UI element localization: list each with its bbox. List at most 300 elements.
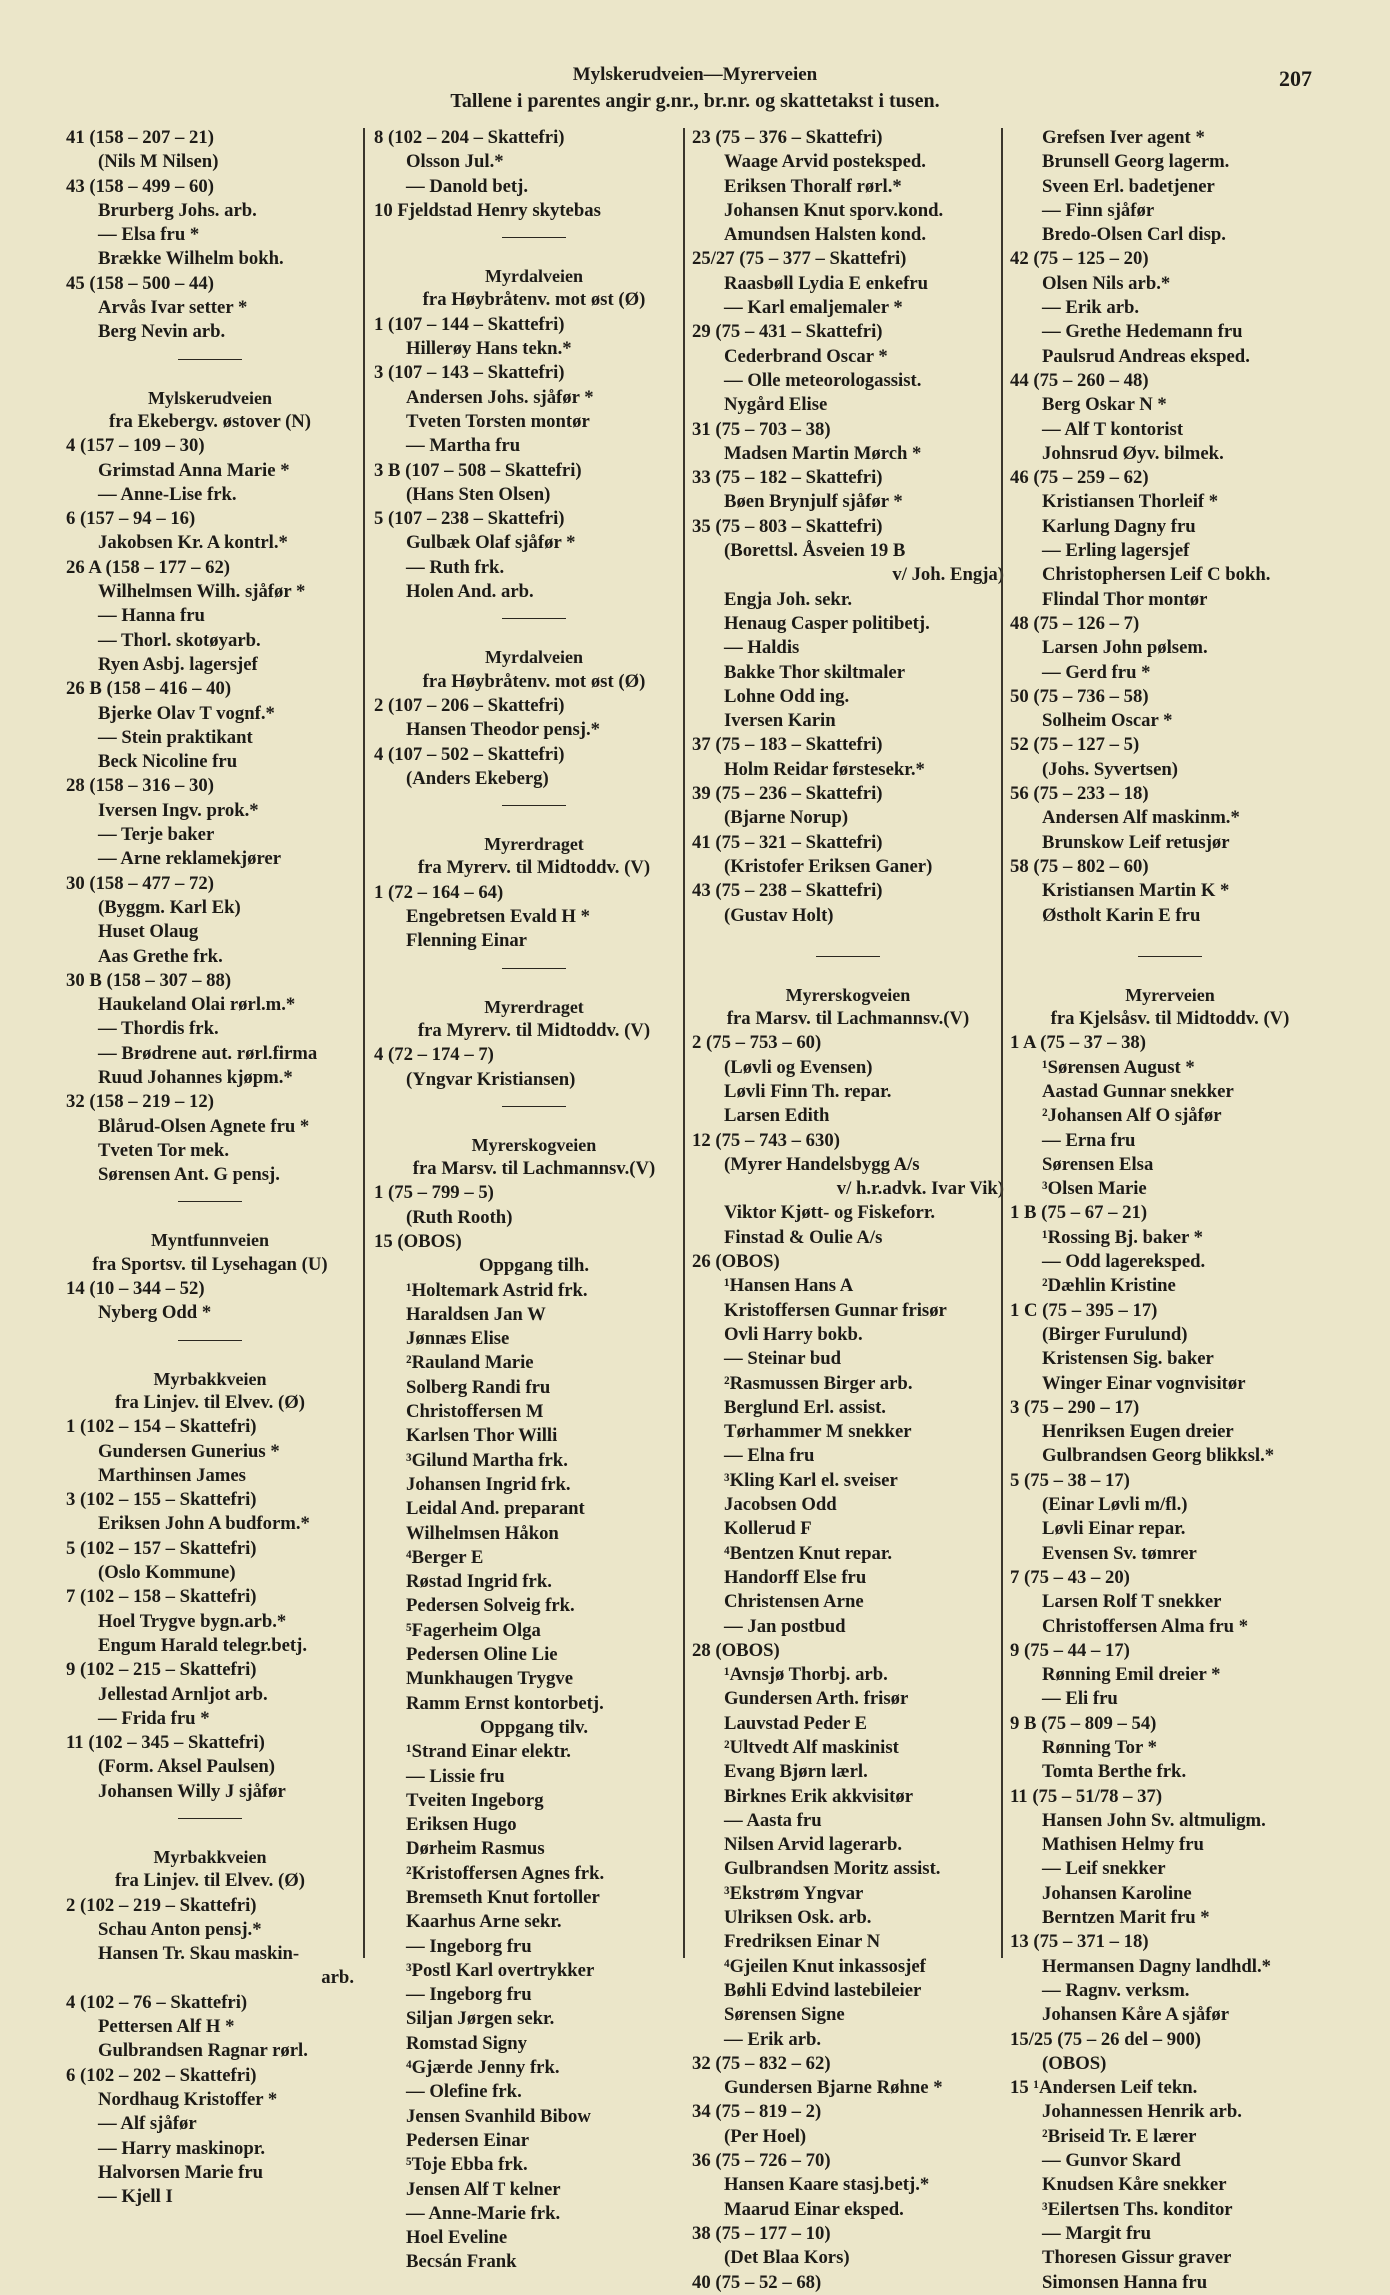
street-heading: Myrdalveien	[485, 266, 583, 287]
street-route: fra Myrerv. til Midtoddv. (V)	[417, 1019, 651, 1041]
directory-line: — Erik arb.	[724, 2028, 822, 2050]
directory-line: Madsen Martin Mørch *	[724, 442, 922, 464]
directory-line: 26 A (158 – 177 – 62)	[66, 556, 231, 578]
directory-line: Johansen Kåre A sjåfør	[1042, 2004, 1230, 2026]
directory-line: — Haldis	[724, 637, 800, 659]
directory-line: — Eli fru	[1042, 1688, 1118, 1710]
directory-line: Wilhelmsen Wilh. sjåfør *	[98, 581, 306, 603]
directory-line: — Erna fru	[1042, 1129, 1136, 1151]
directory-line: 43 (158 – 499 – 60)	[66, 175, 214, 197]
directory-line: — Terje baker	[98, 824, 215, 846]
directory-line: 23 (75 – 376 – Skattefri)	[692, 127, 883, 148]
directory-line: ³Kling Karl el. sveiser	[724, 1469, 898, 1491]
directory-line: Dørheim Rasmus	[406, 1838, 545, 1860]
section-divider	[1010, 942, 1330, 969]
directory-line: 52 (75 – 127 – 5)	[1010, 734, 1140, 756]
directory-line: Jensen Svanhild Bibow	[406, 2105, 591, 2127]
directory-line: (OBOS)	[1042, 2052, 1107, 2074]
directory-line: 5 (107 – 238 – Skattefri)	[374, 508, 565, 530]
directory-line: Gundersen Gunerius *	[98, 1440, 280, 1462]
directory-line: Rønning Emil dreier *	[1042, 1664, 1221, 1686]
directory-line: Brurberg Johs. arb.	[98, 199, 257, 221]
directory-line: Thoresen Gissur graver	[1042, 2247, 1232, 2269]
street-heading: Mylskerudveien	[148, 387, 272, 408]
spacer	[374, 631, 694, 645]
directory-line: Nyberg Odd *	[98, 1302, 212, 1324]
directory-line: 39 (75 – 236 – Skattefri)	[692, 783, 883, 805]
spacer	[374, 981, 694, 995]
street-route: fra Kjelsåsv. til Midtoddv. (V)	[1050, 1008, 1290, 1030]
directory-line: Aastad Gunnar snekker	[1042, 1080, 1234, 1102]
directory-line: Hansen Theodor pensj.*	[406, 719, 601, 741]
directory-line: — Steinar bud	[724, 1348, 842, 1370]
directory-line: ²Ultvedt Alf maskinist	[724, 1737, 899, 1758]
directory-line: Lohne Odd ing.	[724, 685, 850, 707]
directory-line: 46 (75 – 259 – 62)	[1010, 467, 1149, 489]
directory-line: Larsen Rolf T snekker	[1042, 1591, 1222, 1613]
page-header-subtitle: Tallene i parentes angir g.nr., br.nr. og skattetakst i tusen.	[450, 90, 940, 112]
directory-line: Christoffersen Alma fru *	[1042, 1615, 1249, 1637]
directory-line: 30 B (158 – 307 – 88)	[66, 969, 232, 991]
directory-line: Sørensen Ant. G pensj.	[98, 1164, 280, 1186]
directory-line: 3 B (107 – 508 – Skattefri)	[374, 459, 582, 481]
directory-line: Johannessen Henrik arb.	[1042, 2101, 1242, 2123]
directory-line: ¹Rossing Bj. baker *	[1042, 1226, 1204, 1248]
directory-line: (Gustav Holt)	[724, 904, 834, 926]
directory-line: Haraldsen Jan W	[406, 1303, 546, 1325]
directory-line: ³Gilund Martha frk.	[406, 1449, 568, 1471]
directory-line: ²Rauland Marie	[406, 1352, 534, 1374]
directory-line: Larsen Edith	[724, 1105, 830, 1127]
directory-line: Bøen Brynjulf sjåfør *	[724, 491, 903, 513]
directory-line: Larsen John pølsem.	[1042, 637, 1208, 659]
section-divider	[66, 1804, 354, 1831]
directory-line: (Form. Aksel Paulsen)	[98, 1756, 276, 1778]
directory-line: — Ragnv. verksm.	[1042, 1979, 1190, 2001]
directory-line: Berg Nevin arb.	[98, 321, 226, 343]
directory-line: 42 (75 – 125 – 20)	[1010, 248, 1149, 270]
directory-line: 14 (10 – 344 – 52)	[66, 1278, 205, 1300]
directory-line: Solberg Randi fru	[406, 1376, 551, 1398]
directory-line: 28 (OBOS)	[692, 1639, 780, 1661]
directory-line: 48 (75 – 126 – 7)	[1010, 612, 1140, 634]
directory-line: 8 (102 – 204 – Skattefri)	[374, 127, 565, 148]
section-divider	[692, 942, 1004, 969]
directory-line: Amundsen Halsten kond.	[724, 224, 926, 246]
directory-line: 11 (75 – 51/78 – 37)	[1010, 1785, 1163, 1807]
directory-line: Leidal And. preparant	[406, 1498, 585, 1520]
directory-line: Aas Grethe frk.	[98, 945, 223, 967]
directory-line: Kristiansen Thorleif *	[1042, 491, 1219, 513]
column-divider	[363, 128, 365, 1958]
directory-line: Waage Arvid posteksped.	[724, 151, 926, 173]
directory-line: 4 (102 – 76 – Skattefri)	[66, 1991, 248, 2013]
directory-line: 7 (102 – 158 – Skattefri)	[66, 1586, 257, 1608]
directory-line: Jensen Alf T kelner	[406, 2178, 561, 2200]
section-divider	[374, 954, 694, 981]
directory-line: Hansen Tr. Skau maskin-	[98, 1943, 300, 1965]
directory-line: Raasbøll Lydia E enkefru	[724, 272, 929, 294]
directory-line: 33 (75 – 182 – Skattefri)	[692, 467, 883, 489]
directory-line: 41 (75 – 321 – Skattefri)	[692, 831, 883, 853]
directory-line: Ryen Asbj. lagersjef	[98, 653, 258, 675]
directory-line: ²Kristoffersen Agnes frk.	[406, 1862, 605, 1884]
directory-line: Pedersen Oline Lie	[406, 1644, 558, 1666]
directory-line: Becsán Frank	[406, 2251, 517, 2273]
directory-line: — Frida fru *	[98, 1707, 210, 1729]
directory-line: 31 (75 – 703 – 38)	[692, 418, 831, 440]
section-divider	[66, 345, 354, 372]
directory-line: 56 (75 – 233 – 18)	[1010, 783, 1149, 805]
directory-line: Winger Einar vognvisitør	[1042, 1372, 1246, 1394]
directory-line: Maarud Einar eksped.	[724, 2198, 904, 2220]
directory-line: 28 (158 – 316 – 30)	[66, 775, 214, 797]
directory-line: Johansen Ingrid frk.	[406, 1473, 571, 1495]
directory-line: Løvli Finn Th. repar.	[724, 1080, 892, 1102]
column-divider	[683, 128, 685, 1958]
spacer	[374, 250, 694, 264]
directory-line: (Borettsl. Åsveien 19 B	[724, 540, 906, 562]
directory-line: Ovli Harry bokb.	[724, 1323, 863, 1345]
street-route: fra Høybråtenv. mot øst (Ø)	[422, 670, 646, 692]
directory-line: (Bjarne Norup)	[724, 807, 849, 829]
spacer	[66, 1831, 354, 1845]
street-route: fra Ekebergv. østover (N)	[108, 410, 312, 432]
directory-line: Arvås Ivar setter *	[98, 297, 248, 319]
directory-line: 32 (75 – 832 – 62)	[692, 2052, 831, 2074]
directory-line: 1 A (75 – 37 – 38)	[1010, 1032, 1147, 1054]
directory-line: — Kjell I	[98, 2186, 173, 2208]
directory-line: Olsen Nils arb.*	[1042, 272, 1171, 294]
directory-line: Andersen Johs. sjåfør *	[406, 386, 594, 408]
directory-line: Kristoffersen Gunnar frisør	[724, 1299, 947, 1321]
directory-line: Johansen Karoline	[1042, 1882, 1192, 1904]
directory-line: Karlsen Thor Willi	[406, 1425, 558, 1447]
directory-line: — Elsa fru *	[98, 224, 200, 246]
directory-line: Romstad Signy	[406, 2032, 527, 2054]
directory-line: Brække Wilhelm bokh.	[98, 248, 284, 270]
section-divider	[374, 604, 694, 631]
spacer	[66, 372, 354, 386]
directory-line: Engja Joh. sekr.	[724, 588, 853, 610]
directory-line: — Brødrene aut. rørl.firma	[98, 1042, 318, 1064]
directory-line: Brunskow Leif retusjør	[1042, 831, 1230, 853]
directory-line: Eriksen Hugo	[406, 1814, 517, 1836]
directory-line: 36 (75 – 726 – 70)	[692, 2150, 831, 2172]
directory-line: Johnsrud Øyv. bilmek.	[1042, 442, 1224, 464]
directory-line: 41 (158 – 207 – 21)	[66, 127, 214, 148]
directory-line: Tveten Tor mek.	[98, 1139, 229, 1161]
directory-line: — Erik arb.	[1042, 297, 1140, 319]
directory-line: — Thorl. skotøyarb.	[98, 629, 261, 651]
directory-line: Hansen John Sv. altmuligm.	[1042, 1809, 1266, 1831]
street-heading: Myrerveien	[1125, 984, 1215, 1005]
directory-line: Hansen Kaare stasj.betj.*	[724, 2174, 930, 2196]
column-3	[692, 126, 1004, 2295]
directory-line: 43 (75 – 238 – Skattefri)	[692, 880, 883, 902]
directory-line: 1 (75 – 799 – 5)	[374, 1182, 494, 1204]
directory-line: Jakobsen Kr. A kontrl.*	[98, 532, 288, 554]
section-divider	[374, 1092, 694, 1119]
street-heading: Myrerskogveien	[785, 984, 911, 1005]
directory-line: v/ h.r.advk. Ivar Vik)	[836, 1178, 1004, 1200]
directory-line: ⁵Fagerheim Olga	[406, 1619, 541, 1641]
directory-line: Gulbæk Olaf sjåfør *	[406, 532, 576, 554]
directory-line: — Harry maskinopr.	[98, 2137, 265, 2159]
directory-line: Jønnæs Elise	[406, 1328, 510, 1350]
spacer	[1010, 928, 1330, 942]
directory-line: (Løvli og Evensen)	[724, 1056, 873, 1078]
directory-line: — Martha fru	[406, 435, 521, 457]
directory-line: Halvorsen Marie fru	[98, 2161, 264, 2183]
directory-line: Sørensen Elsa	[1042, 1153, 1154, 1175]
directory-line: Jellestad Arnljot arb.	[98, 1683, 268, 1705]
directory-line: Iversen Ingv. prok.*	[98, 799, 259, 821]
directory-line: Oppgang tilv.	[479, 1716, 588, 1738]
directory-line: 6 (102 – 202 – Skattefri)	[66, 2064, 257, 2086]
directory-line: — Grethe Hedemann fru	[1042, 321, 1243, 343]
directory-line: Tveten Torsten montør	[406, 410, 590, 432]
directory-line: 2 (75 – 753 – 60)	[692, 1032, 822, 1054]
directory-line: Jacobsen Odd	[724, 1494, 837, 1516]
directory-line: 13 (75 – 371 – 18)	[1010, 1931, 1149, 1953]
directory-line: Rønning Tor *	[1042, 1737, 1157, 1758]
directory-line: 15 (OBOS)	[374, 1230, 462, 1252]
directory-line: Wilhelmsen Håkon	[406, 1522, 559, 1544]
street-route: fra Linjev. til Elvev. (Ø)	[115, 1391, 305, 1413]
directory-line: Tørhammer M snekker	[724, 1421, 912, 1443]
directory-line: — Danold betj.	[406, 175, 528, 197]
directory-line: Siljan Jørgen sekr.	[406, 2008, 555, 2030]
directory-line: — Stein praktikant	[98, 726, 253, 748]
directory-line: 5 (102 – 157 – Skattefri)	[66, 1537, 257, 1559]
directory-line: Olsson Jul.*	[406, 151, 504, 173]
directory-line: Løvli Einar repar.	[1042, 1518, 1186, 1540]
spacer	[1010, 969, 1330, 983]
directory-line: Nordhaug Kristoffer *	[98, 2088, 278, 2110]
directory-line: Holen And. arb.	[406, 581, 534, 603]
directory-line: — Odd lagereksped.	[1042, 1251, 1206, 1273]
directory-line: Knudsen Kåre snekker	[1042, 2174, 1227, 2196]
directory-line: Nilsen Arvid lagerarb.	[724, 1834, 903, 1856]
directory-line: Johansen Knut sporv.kond.	[724, 199, 944, 221]
directory-line: arb.	[321, 1967, 354, 1989]
directory-line: ²Rasmussen Birger arb.	[724, 1372, 913, 1394]
directory-line: Haukeland Olai rørl.m.*	[98, 994, 296, 1016]
directory-line: (Oslo Kommune)	[98, 1562, 236, 1584]
directory-line: Schau Anton pensj.*	[98, 1918, 262, 1940]
spacer	[374, 1119, 694, 1133]
directory-line: — Gerd fru *	[1042, 661, 1151, 683]
directory-line: 3 (75 – 290 – 17)	[1010, 1396, 1140, 1418]
page-number: 207	[1279, 66, 1312, 91]
directory-line: ⁴Gjeilen Knut inkassosjef	[724, 1955, 926, 1977]
directory-line: — Leif snekker	[1042, 1858, 1166, 1880]
directory-line: 12 (75 – 743 – 630)	[692, 1129, 840, 1151]
directory-line: (Anders Ekeberg)	[406, 767, 549, 789]
directory-line: 3 (107 – 143 – Skattefri)	[374, 362, 565, 384]
directory-line: 44 (75 – 260 – 48)	[1010, 369, 1149, 391]
directory-line: ⁵Toje Ebba frk.	[406, 2154, 528, 2176]
directory-line: Eriksen Thoralf rørl.*	[724, 175, 902, 197]
directory-line: Eriksen John A budform.*	[98, 1513, 310, 1535]
directory-line: 34 (75 – 819 – 2)	[692, 2101, 822, 2123]
directory-line: Birknes Erik akkvisitør	[724, 1785, 913, 1807]
directory-line: 25/27 (75 – 377 – Skattefri)	[692, 248, 907, 270]
directory-line: Ulriksen Osk. arb.	[724, 1907, 872, 1929]
directory-line: Mathisen Helmy fru	[1042, 1834, 1204, 1856]
directory-line: 4 (157 – 109 – 30)	[66, 435, 205, 457]
street-heading: Myrerskogveien	[471, 1134, 597, 1155]
directory-line: ²Briseid Tr. E lærer	[1042, 2125, 1197, 2147]
directory-line: Pedersen Solveig frk.	[406, 1595, 575, 1617]
directory-line: ²Dæhlin Kristine	[1042, 1275, 1176, 1297]
directory-line: ³Olsen Marie	[1042, 1178, 1147, 1200]
directory-line: Kristiansen Martin K *	[1042, 880, 1230, 902]
directory-line: — Elna fru	[724, 1445, 815, 1467]
street-route: fra Linjev. til Elvev. (Ø)	[115, 1870, 305, 1892]
directory-line: Gundersen Bjarne Røhne *	[724, 2077, 943, 2099]
directory-line: — Ruth frk.	[406, 556, 505, 578]
directory-line: Bakke Thor skiltmaler	[724, 661, 906, 683]
directory-line: Kollerud F	[724, 1518, 812, 1540]
directory-line: Henriksen Eugen dreier	[1042, 1421, 1234, 1443]
directory-line: (Byggm. Karl Ek)	[98, 896, 241, 918]
directory-line: — Anne-Lise frk.	[98, 483, 237, 505]
directory-line: 11 (102 – 345 – Skattefri)	[66, 1732, 265, 1754]
directory-line: 15/25 (75 – 26 del – 900)	[1010, 2028, 1202, 2050]
directory-line: — Ingeborg fru	[406, 1935, 532, 1957]
directory-line: Marthinsen James	[98, 1464, 246, 1486]
directory-line: ⁴Bentzen Knut repar.	[724, 1542, 893, 1564]
directory-line: Pedersen Einar	[406, 2129, 530, 2151]
directory-line: (Nils M Nilsen)	[98, 151, 219, 173]
directory-line: Solheim Oscar *	[1042, 710, 1173, 732]
directory-line: Sveen Erl. badetjener	[1042, 175, 1215, 197]
directory-line: ¹Avnsjø Thorbj. arb.	[724, 1664, 888, 1686]
directory-line: ¹Sørensen August *	[1042, 1056, 1195, 1078]
directory-line: 1 (72 – 164 – 64)	[374, 881, 504, 903]
column-2	[374, 126, 694, 2275]
directory-line: (Det Blaa Kors)	[724, 2247, 850, 2269]
directory-line: (Hans Sten Olsen)	[406, 483, 551, 505]
directory-line: 5 (75 – 38 – 17)	[1010, 1469, 1130, 1491]
directory-line: Ruud Johannes kjøpm.*	[98, 1066, 293, 1088]
directory-line: Christophersen Leif C bokh.	[1042, 564, 1271, 586]
directory-line: Iversen Karin	[724, 710, 836, 732]
spacer	[692, 928, 1004, 942]
directory-line: Gulbrandsen Ragnar rørl.	[98, 2040, 308, 2062]
directory-line: Berntzen Marit fru *	[1042, 1907, 1210, 1929]
directory-line: 1 C (75 – 395 – 17)	[1010, 1299, 1158, 1321]
street-heading: Myrdalveien	[485, 647, 583, 668]
directory-line: Grefsen Iver agent *	[1042, 127, 1205, 148]
directory-line: Tveiten Ingeborg	[406, 1789, 544, 1811]
page-header-title: Mylskerudveien—Myrerveien	[572, 64, 818, 85]
directory-line: Tomta Berthe frk.	[1042, 1761, 1187, 1783]
section-divider	[66, 1326, 354, 1353]
directory-line: Sørensen Signe	[724, 2004, 845, 2026]
street-route: fra Marsv. til Lachmannsv.(V)	[412, 1158, 656, 1180]
directory-line: (Myrer Handelsbygg A/s	[724, 1153, 920, 1175]
spacer	[374, 818, 694, 832]
directory-line: 1 B (75 – 67 – 21)	[1010, 1202, 1148, 1224]
section-divider	[66, 1187, 354, 1214]
column-divider	[1001, 128, 1003, 1958]
directory-line: Berg Oskar N *	[1042, 394, 1167, 416]
directory-line: Blårud-Olsen Agnete fru *	[98, 1115, 310, 1137]
directory-line: — Ingeborg fru	[406, 1984, 532, 2006]
directory-line: — Arne reklamekjører	[98, 848, 282, 870]
directory-line: (Kristofer Eriksen Ganer)	[724, 855, 933, 877]
directory-line: 1 (107 – 144 – Skattefri)	[374, 313, 565, 335]
section-divider	[374, 223, 694, 250]
directory-line: (Ruth Rooth)	[406, 1206, 513, 1228]
directory-line: (Per Hoel)	[724, 2125, 807, 2147]
directory-line: Munkhaugen Trygve	[406, 1668, 574, 1690]
directory-line: (Yngvar Kristiansen)	[406, 1068, 576, 1090]
directory-line: Johansen Willy J sjåfør	[98, 1780, 286, 1802]
directory-line: 26 B (158 – 416 – 40)	[66, 678, 232, 700]
directory-line: — Anne-Marie frk.	[406, 2202, 561, 2224]
directory-line: Andersen Alf maskinm.*	[1042, 807, 1240, 829]
directory-line: 37 (75 – 183 – Skattefri)	[692, 734, 883, 756]
directory-line: (Birger Furulund)	[1042, 1323, 1188, 1345]
directory-line: 4 (107 – 502 – Skattefri)	[374, 743, 565, 765]
directory-line: — Alf sjåfør	[98, 2113, 197, 2135]
directory-line: Beck Nicoline fru	[98, 751, 238, 773]
directory-line: 1 (102 – 154 – Skattefri)	[66, 1416, 257, 1438]
directory-line: 40 (75 – 52 – 68)	[692, 2271, 822, 2293]
street-route: fra Høybråtenv. mot øst (Ø)	[422, 289, 646, 311]
directory-line: 30 (158 – 477 – 72)	[66, 872, 214, 894]
directory-line: 9 (102 – 215 – Skattefri)	[66, 1659, 257, 1681]
directory-line: Berglund Erl. assist.	[724, 1396, 886, 1418]
directory-line: 2 (107 – 206 – Skattefri)	[374, 694, 565, 716]
directory-line: — Gunvor Skard	[1042, 2150, 1181, 2172]
directory-line: v/ Joh. Engja)	[892, 564, 1004, 586]
directory-line: Oppgang tilh.	[478, 1255, 590, 1277]
directory-line: Bremseth Knut fortoller	[406, 1887, 600, 1908]
directory-line: — Finn sjåfør	[1042, 199, 1155, 221]
directory-line: — Alf T kontorist	[1042, 418, 1184, 440]
directory-line: — Margit fru	[1042, 2222, 1151, 2244]
directory-line: Karlung Dagny fru	[1042, 515, 1196, 537]
directory-line: 29 (75 – 431 – Skattefri)	[692, 321, 883, 343]
directory-line: — Karl emaljemaler *	[724, 297, 903, 319]
directory-line: ¹Strand Einar elektr.	[406, 1741, 571, 1763]
spacer	[66, 1353, 354, 1367]
directory-line: Holm Reidar førstesekr.*	[724, 758, 925, 780]
directory-line: — Aasta fru	[724, 1809, 822, 1831]
street-route: fra Marsv. til Lachmannsv.(V)	[726, 1008, 970, 1030]
directory-line: Simonsen Hanna fru	[1042, 2271, 1208, 2293]
directory-line: ¹Holtemark Astrid frk.	[406, 1279, 588, 1301]
directory-line: ²Johansen Alf O sjåfør	[1042, 1105, 1222, 1127]
directory-line: Viktor Kjøtt- og Fiskeforr.	[724, 1202, 936, 1224]
directory-line: Engebretsen Evald H *	[406, 906, 590, 928]
directory-line: 9 (75 – 44 – 17)	[1010, 1639, 1130, 1661]
directory-line: Pettersen Alf H *	[98, 2016, 235, 2038]
directory-line: 6 (157 – 94 – 16)	[66, 508, 196, 530]
directory-line: — Olefine frk.	[406, 2081, 522, 2103]
directory-line: Lauvstad Peder E	[724, 1712, 867, 1734]
directory-line: Hermansen Dagny landhdl.*	[1042, 1955, 1271, 1977]
spacer	[692, 969, 1004, 983]
street-route: fra Sportsv. til Lysehagan (U)	[92, 1253, 328, 1275]
directory-line: Røstad Ingrid frk.	[406, 1571, 552, 1593]
directory-line: — Erling lagersjef	[1042, 540, 1190, 562]
